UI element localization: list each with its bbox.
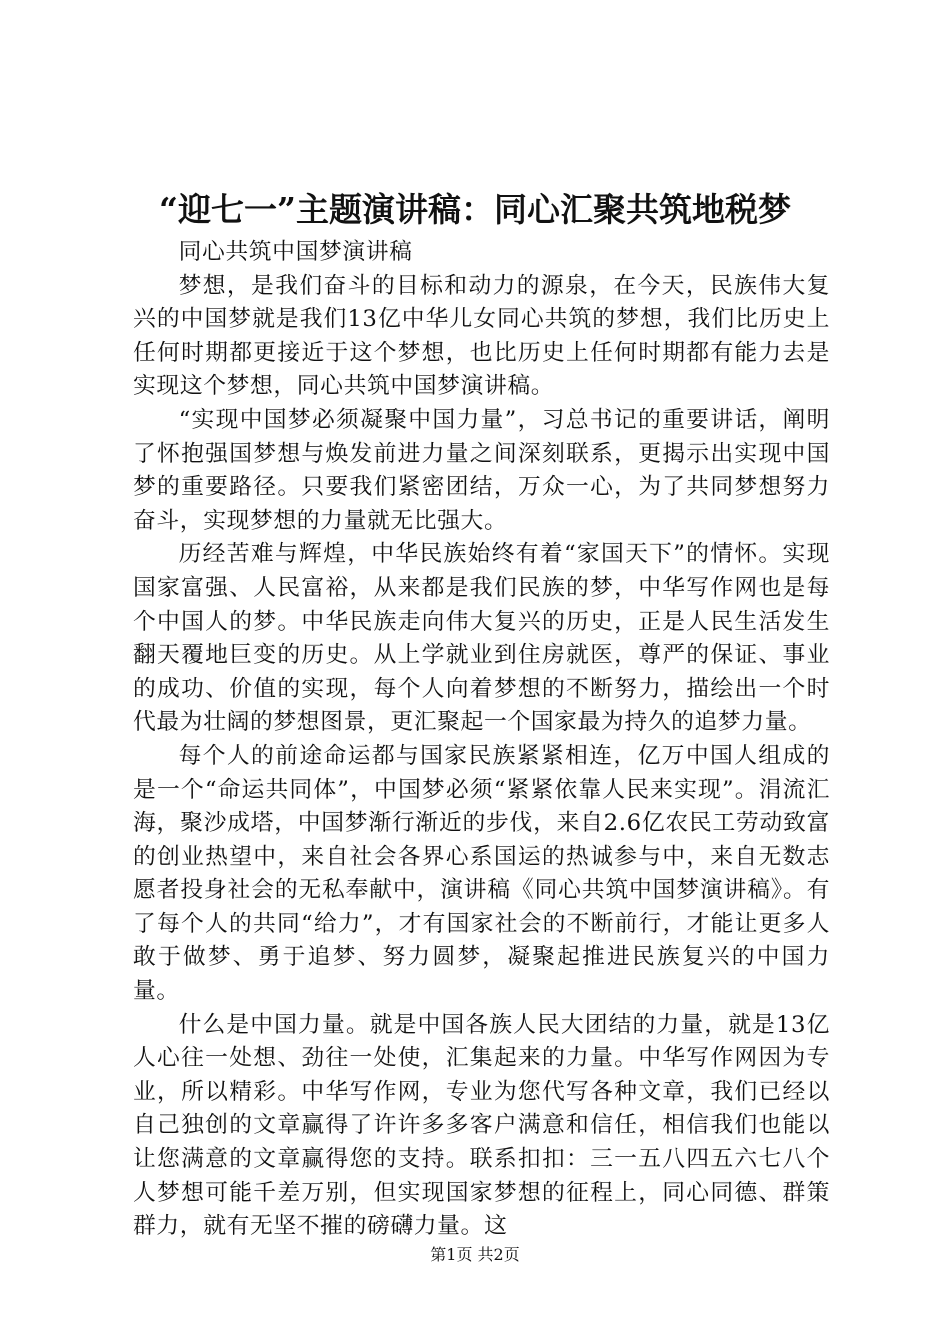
paragraph: 历经苦难与辉煌，中华民族始终有着“家国天下”的情怀。实现国家富强、人民富裕，从来都是我们民族的梦，中华写作网也是每个中国人的梦。中华民族走向伟大复兴的历史，正是人民生活发生翻天覆地巨变的历史。从上学就业到住房就医，尊严的保证、事业的成功、价值的实现，每个人向着梦想的不断努力，描绘出一个时代最为壮阔的梦想图景，更汇聚起一个国家最为持久的追梦力量。 (133, 541, 830, 736)
document-body (133, 236, 830, 1244)
paragraph: “实现中国梦必须凝聚中国力量”，习总书记的重要讲话，阐明了怀抱强国梦想与焕发前进力量之间深刻联系，更揭示出实现中国梦的重要路径。只要我们紧密团结，万众一心，为了共同梦想努力奋斗，实现梦想的力量就无比强大。 (133, 406, 830, 534)
page-number-footer: 第1页 共2页 (430, 1245, 520, 1264)
paragraph: 梦想，是我们奋斗的目标和动力的源泉，在今天，民族伟大复兴的中国梦就是我们13亿中华儿女同心共筑的梦想，我们比历史上任何时期都更接近于这个梦想，也比历史上任何时期都有能力去是实现这个梦想，同心共筑中国梦演讲稿。 (133, 272, 830, 400)
paragraph: 每个人的前途命运都与国家民族紧紧相连，亿万中国人组成的是一个“命运共同体”，中国梦必须“紧紧依靠人民来实现”。涓流汇海，聚沙成塔，中国梦渐行渐近的步伐，来自2.6亿农民工劳动致富的创业热望中，来自社会各界心系国运的热诚参与中，来自无数志愿者投身社会的无私奉献中，演讲稿《同心共筑中国梦演讲稿》。有了每个人的共同“给力”，才有国家社会的不断前行，才能让更多人敢于做梦、勇于追梦、努力圆梦，凝聚起推进民族复兴的中国力量。 (133, 742, 830, 1005)
paragraph-subtitle: 同心共筑中国梦演讲稿 (178, 239, 413, 265)
paragraph: 什么是中国力量。就是中国各族人民大团结的力量，就是13亿人心往一处想、劲往一处使，汇集起来的力量。中华写作网因为专业，所以精彩。中华写作网，专业为您代写各种文章，我们已经以自己独创的文章赢得了许许多多客户满意和信任，相信我们也能以让您满意的文章赢得您的支持。联系扣扣：三一五八四五六七八个人梦想可能千差万别，但实现国家梦想的征程上，同心同德、群策群力，就有无坚不摧的磅礴力量。这 (133, 1011, 830, 1240)
document-title: “迎七一”主题演讲稿：同心汇聚共筑地税梦 (159, 190, 791, 229)
